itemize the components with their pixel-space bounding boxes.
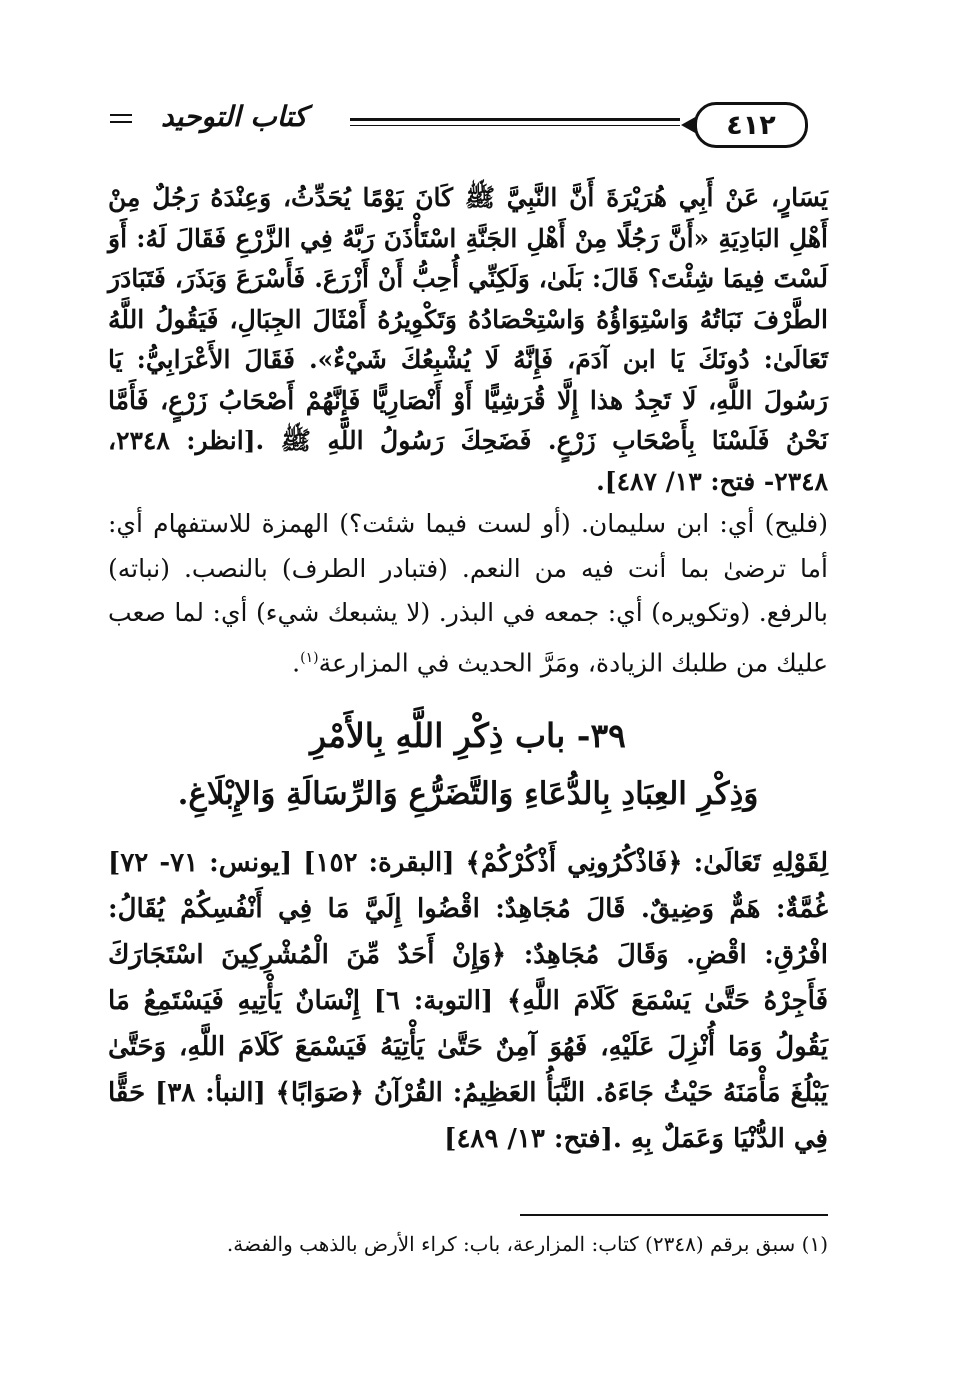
explanation-end: . <box>292 647 301 677</box>
chapter-title: ٣٩- باب ذِكْرِ اللَّهِ بِالأَمْرِ <box>310 716 626 755</box>
chapter-subtitle: وَذِكْرِ العِبَادِ بِالدُّعَاءِ وَالتَّضَرُّعِ وَالرِّسَالَةِ وَالإِبْلَاغِ. <box>177 776 759 812</box>
header-rule-thin <box>350 125 680 126</box>
explanation-paragraph <box>108 502 828 685</box>
footnote-divider <box>520 1214 828 1216</box>
book-title: كتاب التوحيد <box>160 100 308 133</box>
footnote: (١) سبق برقم (٢٣٤٨) كتاب: المزارعة، باب: كراء الأرض بالذهب والفضة. <box>226 1232 828 1256</box>
explanation-text: (فليح) أي: ابن سليمان. (أو لست فيما شئت؟) الهمزة للاستفهام أي: أما ترضىٰ بما أنت فيه من النعم. (فتبادر الطرف) بالنصب. (نباته) بالرفع. (وتكويره) أي: جمعه في البذر. (لا يشبعك شيء) أي: لما صعب عليك من طلبك الزيادة، ومَرَّ الحديث في المزارعة <box>108 509 828 677</box>
page-number: ٤١٢ <box>694 102 808 148</box>
page-header <box>110 92 826 152</box>
footnote-marker: (١) <box>300 649 319 666</box>
header-rule <box>350 118 680 121</box>
chapter-commentary: لِقَوْلِهِ تَعَالَىٰ: ﴿فَاذْكُرُونِي أَذْكُرْكُمْ﴾ [البقرة: ١٥٢] [يونس: ٧١- ٧٢] غُمَّةٌ: هَمٌّ وَضِيقٌ. قَالَ مُجَاهِدٌ: اقْضُوا إِلَيَّ مَا فِي أَنْفُسِكُمْ يُقَالُ: افْرُقِ: اقْضِ. وَقَالَ مُجَاهِدٌ: ﴿وَإِنْ أَحَدٌ مِّنَ الْمُشْرِكِينَ اسْتَجَارَكَ فَأَجِرْهُ حَتَّىٰ يَسْمَعَ كَلَامَ اللَّهِ﴾ [التوبة: ٦] إِنْسَانٌ يَأْتِيهِ فَيَسْتَمِعُ مَا يَقُولُ وَمَا أُنْزِلَ عَلَيْهِ، فَهُوَ آمِنٌ حَتَّىٰ يَأْتِيَهُ فَيَسْمَعَ كَلَامَ اللَّهِ، وَحَتَّىٰ يَبْلُغَ مَأْمَنَهُ حَيْثُ جَاءَهُ. النَّبَأُ العَظِيمُ: القُرْآنُ ﴿صَوَابًا﴾ [النبأ: ٣٨] حَقًّا فِي الدُّنْيَا وَعَمَلٌ بِهِ .[فتح: ١٣/ ٤٨٩] <box>108 848 829 1154</box>
header-ornament <box>110 114 132 128</box>
hadith-text: يَسَارٍ، عَنْ أَبِي هُرَيْرَةَ أَنَّ النَّبِيَّ ﷺ كَانَ يَوْمًا يُحَدِّثُ، وَعِنْدَهُ رَجُلٌ مِنْ أَهْلِ البَادِيَةِ «أَنَّ رَجُلًا مِنْ أَهْلِ الجَنَّةِ اسْتَأْذَنَ رَبَّهُ فِي الزَّرْعِ فَقَالَ لَهُ: أَوَ لَسْتَ فِيمَا شِئْتَ؟ قَالَ: بَلَىٰ، وَلَكِنِّي أُحِبُّ أَنْ أَزْرَعَ. فَأَسْرَعَ وَبَذَرَ، فَتَبَادَرَ الطَّرْفَ نَبَاتُهُ وَاسْتِوَاؤُهُ وَاسْتِحْصَادُهُ وَتَكْوِيرُهُ أَمْثَالَ الجِبَالِ، فَيَقُولُ اللَّهُ تَعَالَىٰ: دُونَكَ يَا ابن آدَمَ، فَإِنَّهُ لَا يُشْبِعُكَ شَيْءٌ». فَقَالَ الأَعْرَابِيُّ: يَا رَسُولَ اللَّهِ، لَا تَجِدُ هذا إِلَّا قُرَشِيًّا أَوْ أَنْصَارِيًّا فَإِنَّهُمْ أَصْحَابُ زَرْعٍ، فَأَمَّا نَحْنُ فَلَسْنَا بِأَصْحَابِ زَرْعٍ. فَضَحِكَ رَسُولُ اللَّهِ ﷺ .[انظر: ٢٣٤٨، ٢٣٤٨- فتح: ١٣/ ٤٨٧]. <box>108 183 828 496</box>
